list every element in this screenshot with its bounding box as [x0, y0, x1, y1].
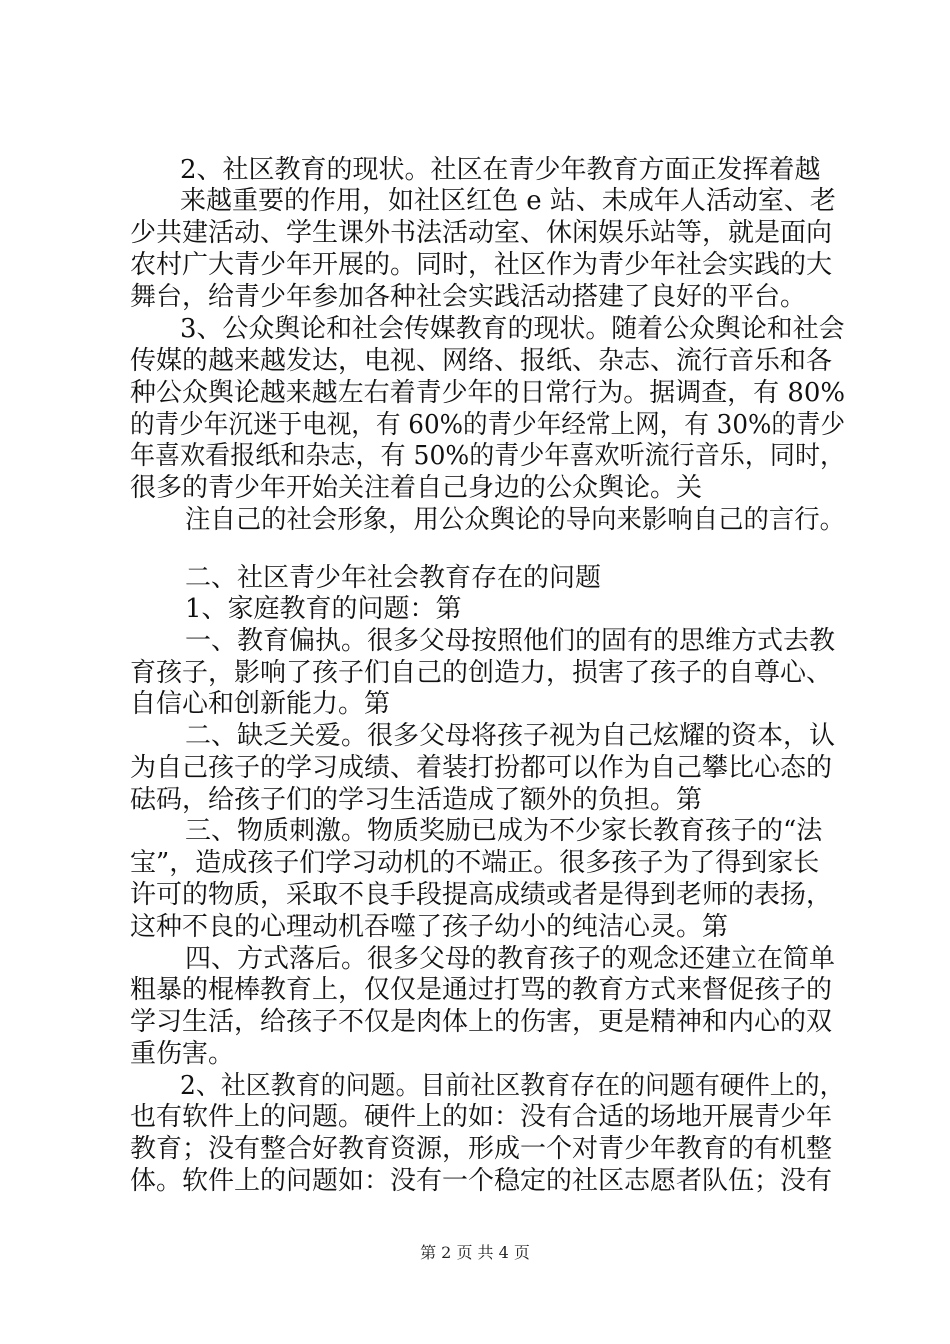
- text-line: 砝码，给孩子们的学习生活造成了额外的负担。第: [130, 785, 703, 815]
- text-line: 年喜欢看报纸和杂志，有 50%的青少年喜欢听流行音乐，同时，: [130, 441, 846, 471]
- text-line: 许可的物质，采取不良手段提高成绩或者是得到老师的表扬，: [130, 880, 833, 910]
- text-line: 传媒的越来越发达，电视、网络、报纸、杂志、流行音乐和各: [130, 346, 833, 376]
- text-line: 体。软件上的问题如：没有一个稳定的社区志愿者队伍；没有: [130, 1166, 833, 1196]
- text-line: 来越重要的作用，如社区红色 e 站、未成年人活动室、老: [180, 186, 836, 216]
- text-line: 2、社区教育的现状。社区在青少年教育方面正发挥着越: [180, 155, 821, 185]
- text-line: 少共建活动、学生课外书法活动室、休闲娱乐站等，就是面向: [130, 218, 833, 248]
- text-line: 1、家庭教育的问题：第: [185, 594, 462, 624]
- text-line: 种公众舆论越来越左右着青少年的日常行为。据调查，有 80%: [130, 378, 846, 408]
- text-line: 3、公众舆论和社会传媒教育的现状。随着公众舆论和社会: [180, 314, 845, 344]
- text-line: 粗暴的棍棒教育上，仅仅是通过打骂的教育方式来督促孩子的: [130, 975, 833, 1005]
- text-line: 的青少年沉迷于电视，有 60%的青少年经常上网，有 30%的青少: [130, 410, 846, 440]
- text-line: 这种不良的心理动机吞噬了孩子幼小的纯洁心灵。第: [130, 912, 729, 942]
- text-line: 三、物质刺激。物质奖励已成为不少家长教育孩子的“法: [185, 816, 823, 846]
- text-line: 农村广大青少年开展的。同时，社区作为青少年社会实践的大: [130, 250, 833, 280]
- section-heading: 二、社区青少年社会教育存在的问题: [185, 563, 602, 593]
- text-line: 重伤害。: [130, 1039, 235, 1069]
- text-line: 一、教育偏执。很多父母按照他们的固有的思维方式去教: [185, 626, 836, 656]
- text-line: 教育；没有整合好教育资源，形成一个对青少年教育的有机整: [130, 1134, 833, 1164]
- page-footer: 第 2 页 共 4 页: [420, 1243, 530, 1262]
- text-line: 2、社区教育的问题。目前社区教育存在的问题有硬件上的，: [180, 1071, 845, 1101]
- text-line: 自信心和创新能力。第: [130, 689, 391, 719]
- text-line: 也有软件上的问题。硬件上的如：没有合适的场地开展青少年: [130, 1102, 833, 1132]
- text-line: 舞台，给青少年参加各种社会实践活动搭建了良好的平台。: [130, 282, 807, 312]
- text-line: 学习生活，给孩子不仅是肉体上的伤害，更是精神和内心的双: [130, 1007, 833, 1037]
- text-line: 很多的青少年开始关注着自己身边的公众舆论。关: [130, 473, 703, 503]
- text-line: 四、方式落后。很多父母的教育孩子的观念还建立在简单: [185, 944, 836, 974]
- text-line: 育孩子，影响了孩子们自己的创造力，损害了孩子的自尊心、: [130, 658, 833, 688]
- text-line: 为自己孩子的学习成绩、着装打扮都可以作为自己攀比心态的: [130, 753, 833, 783]
- text-line: 宝”，造成孩子们学习动机的不端正。很多孩子为了得到家长: [130, 848, 820, 878]
- text-line: 注自己的社会形象，用公众舆论的导向来影响自己的言行。: [185, 505, 846, 535]
- text-line: 二、缺乏关爱。很多父母将孩子视为自己炫耀的资本，认: [185, 721, 836, 751]
